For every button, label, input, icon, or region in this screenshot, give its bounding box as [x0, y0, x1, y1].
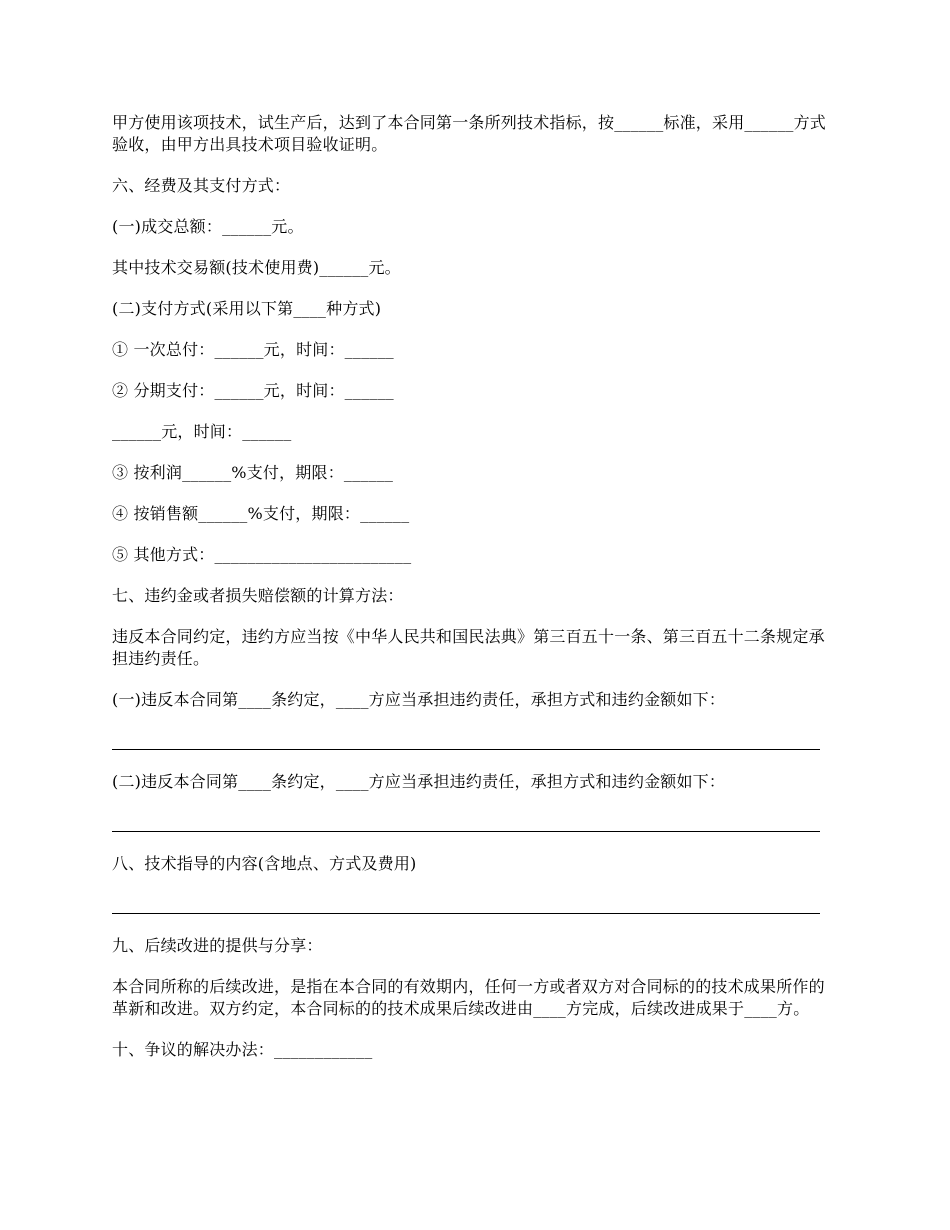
payment-option-4: ④ 按销售额______%支付，期限：______	[112, 504, 410, 523]
blank-line-1	[112, 730, 840, 752]
section-8-heading: 八、技术指导的内容(含地点、方式及费用)	[112, 854, 417, 873]
payment-option-3: ③ 按利润______%支付，期限：______	[112, 463, 394, 482]
breach-item-2: (二)违反本合同第____条约定，____方应当承担违约责任，承担方式和违约金额如下：	[112, 772, 726, 791]
breach-liability-clause: 违反本合同约定，违约方应当按《中华人民共和国民法典》第三百五十一条、第三百五十二条规定承担违约责任。	[112, 627, 825, 668]
tech-fee-line: 其中技术交易额(技术使用费)______元。	[112, 258, 401, 277]
section-7-heading: 七、违约金或者损失赔偿额的计算方法：	[112, 586, 404, 605]
payment-option-2-continued: ______元，时间：______	[112, 422, 292, 441]
section-9-heading: 九、后续改进的提供与分享：	[112, 936, 323, 955]
payment-option-1: ① 一次总付：______元，时间：______	[112, 340, 394, 359]
blank-line-2	[112, 812, 840, 834]
payment-method-line: (二)支付方式(采用以下第____种方式)	[112, 299, 382, 318]
document-page	[112, 112, 840, 1080]
section-10-heading: 十、争议的解决办法：____________	[112, 1040, 373, 1059]
improvement-clause: 本合同所称的后续改进，是指在本合同的有效期内，任何一方或者双方对合同标的的技术成果所作的革新和改进。双方约定，本合同标的的技术成果后续改进由____方完成，后续改进成果于____方。	[112, 977, 825, 1018]
acceptance-clause: 甲方使用该项技术，试生产后，达到了本合同第一条所列技术指标，按______标准，采用______方式验收，由甲方出具技术项目验收证明。	[112, 113, 827, 154]
payment-option-2: ② 分期支付：______元，时间：______	[112, 381, 394, 400]
payment-option-5: ⑤ 其他方式：________________________	[112, 545, 412, 564]
total-amount-line: (一)成交总额：______元。	[112, 217, 304, 236]
blank-line-3	[112, 894, 840, 916]
breach-item-1: (一)违反本合同第____条约定，____方应当承担违约责任，承担方式和违约金额如下：	[112, 690, 726, 709]
section-6-heading: 六、经费及其支付方式：	[112, 176, 291, 195]
